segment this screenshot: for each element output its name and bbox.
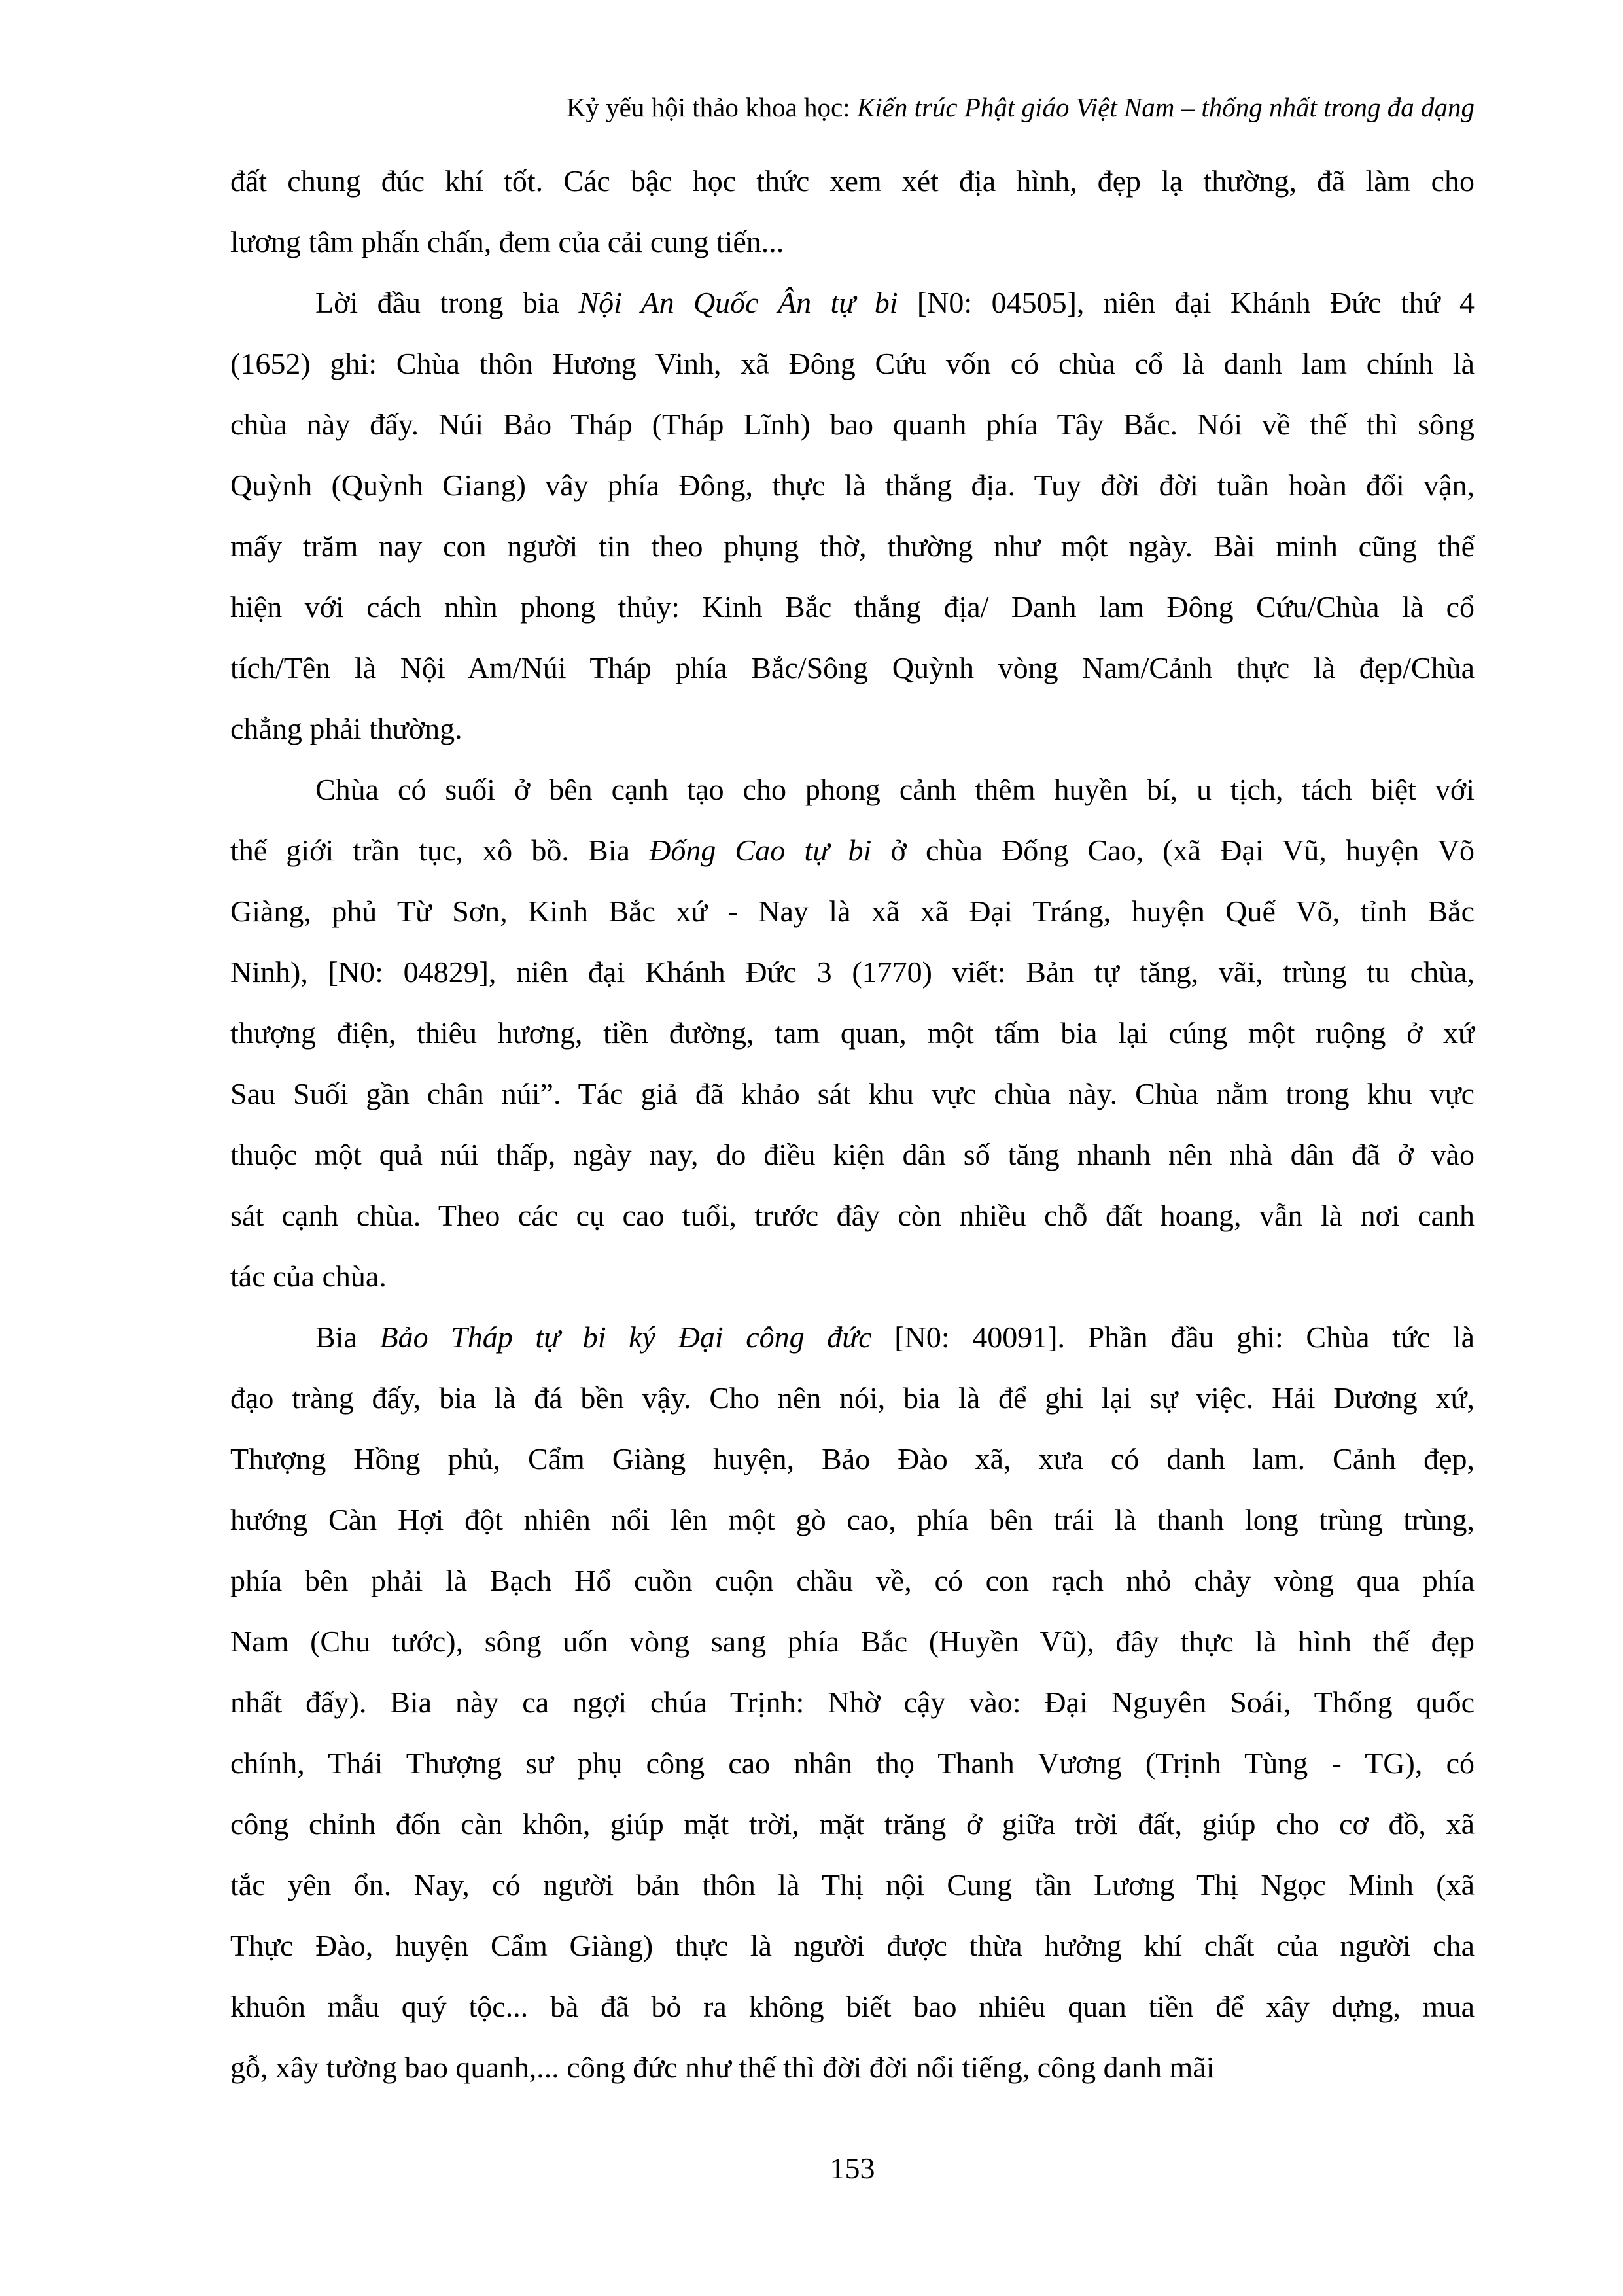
text-line — [230, 881, 1475, 942]
text-line — [230, 1611, 1475, 1672]
text-segment: tác của chùa. — [230, 1260, 387, 1293]
text-line — [230, 272, 1475, 333]
text-segment: chùa này đấy. Núi Bảo Tháp (Tháp Lĩnh) bao quanh phía Tây Bắc. Nói về thế thì sông — [230, 408, 1475, 441]
text-segment: chẳng phải thường. — [230, 712, 462, 745]
text-line — [230, 150, 1475, 211]
text-line — [230, 1854, 1475, 1915]
text-segment: Thực Đào, huyện Cẩm Giàng) thực là người được thừa hưởng khí chất của người cha — [230, 1929, 1475, 1962]
text-segment: phía bên phải là Bạch Hổ cuồn cuộn chầu về, có con rạch nhỏ chảy vòng qua phía — [230, 1564, 1475, 1597]
text-line — [230, 1002, 1475, 1063]
text-segment: Lời đầu trong bia — [315, 286, 579, 319]
stele-title-italic: Đống Cao tự bi — [649, 834, 872, 867]
text-segment: gỗ, xây tường bao quanh,... công đức như thế thì đời đời nổi tiếng, công danh mãi — [230, 2051, 1215, 2084]
running-header — [230, 90, 1475, 124]
text-line — [230, 1672, 1475, 1733]
text-segment: Thượng Hồng phủ, Cẩm Giàng huyện, Bảo Đào xã, xưa có danh lam. Cảnh đẹp, — [230, 1442, 1475, 1475]
text-line — [230, 333, 1475, 394]
text-segment: Ninh), [N0: 04829], niên đại Khánh Đức 3 (1770) viết: Bản tự tăng, vãi, trùng tu chùa, — [230, 955, 1475, 989]
text-line — [230, 516, 1475, 576]
text-line — [230, 1063, 1475, 1124]
text-line — [230, 1246, 1475, 1307]
text-segment: tắc yên ổn. Nay, có người bản thôn là Thị nội Cung tần Lương Thị Ngọc Minh (xã — [230, 1868, 1475, 1901]
text-line — [230, 820, 1475, 881]
text-line — [230, 1733, 1475, 1793]
text-segment: đạo tràng đấy, bia là đá bền vậy. Cho nên nói, bia là để ghi lại sự việc. Hải Dương xứ, — [230, 1381, 1475, 1415]
text-segment: sát cạnh chùa. Theo các cụ cao tuổi, trước đây còn nhiều chỗ đất hoang, vẫn là nơi canh — [230, 1199, 1475, 1232]
text-segment: mấy trăm nay con người tin theo phụng thờ, thường như một ngày. Bài minh cũng thể — [230, 529, 1475, 563]
text-segment: tích/Tên là Nội Am/Núi Tháp phía Bắc/Sông Quỳnh vòng Nam/Cảnh thực là đẹp/Chùa — [230, 651, 1475, 684]
text-segment: thượng điện, thiêu hương, tiền đường, tam quan, một tấm bia lại cúng một ruộng ở xứ — [230, 1016, 1475, 1050]
text-segment: lương tâm phấn chấn, đem của cải cung tiến... — [230, 225, 784, 258]
text-segment: khuôn mẫu quý tộc... bà đã bỏ ra không biết bao nhiêu quan tiền để xây dựng, mua — [230, 1990, 1475, 2023]
text-segment: đất chung đúc khí tốt. Các bậc học thức xem xét địa hình, đẹp lạ thường, đã làm cho — [230, 164, 1475, 198]
text-line — [230, 1489, 1475, 1550]
text-segment: công chỉnh đốn càn khôn, giúp mặt trời, mặt trăng ở giữa trời đất, giúp cho cơ đồ, xã — [230, 1807, 1475, 1841]
text-line — [230, 1185, 1475, 1246]
text-line — [230, 1976, 1475, 2037]
text-line — [230, 394, 1475, 455]
text-segment: [N0: 04505], niên đại Khánh Đức thứ 4 — [898, 286, 1475, 319]
text-segment: Quỳnh (Quỳnh Giang) vây phía Đông, thực là thắng địa. Tuy đời đời tuần hoàn đổi vận, — [230, 468, 1475, 502]
body-text — [230, 150, 1475, 2098]
header-title-italic: Kiến trúc Phật giáo Việt Nam – thống nhất trong đa dạng — [856, 92, 1475, 122]
text-segment: ở chùa Đống Cao, (xã Đại Vũ, huyện Võ — [871, 834, 1475, 867]
text-segment: Nam (Chu tước), sông uốn vòng sang phía Bắc (Huyền Vũ), đây thực là hình thế đẹp — [230, 1625, 1475, 1658]
text-segment: Chùa có suối ở bên cạnh tạo cho phong cảnh thêm huyền bí, u tịch, tách biệt với — [315, 773, 1475, 806]
text-segment: [N0: 40091]. Phần đầu ghi: Chùa tức là — [871, 1320, 1475, 1354]
text-line — [230, 1793, 1475, 1854]
text-segment: chính, Thái Thượng sư phụ công cao nhân thọ Thanh Vương (Trịnh Tùng - TG), có — [230, 1746, 1475, 1780]
text-line — [230, 1915, 1475, 1976]
text-line — [230, 942, 1475, 1002]
stele-title-italic: Nội An Quốc Ân tự bi — [578, 286, 898, 319]
header-prefix: Kỷ yếu hội thảo khoa học: — [566, 92, 857, 122]
text-segment: (1652) ghi: Chùa thôn Hương Vinh, xã Đông Cứu vốn có chùa cổ là danh lam chính là — [230, 347, 1475, 380]
text-line — [230, 698, 1475, 759]
text-segment: hướng Càn Hợi đột nhiên nổi lên một gò cao, phía bên trái là thanh long trùng trùng, — [230, 1503, 1475, 1536]
text-line — [230, 637, 1475, 698]
text-line — [230, 2037, 1475, 2098]
text-segment: thuộc một quả núi thấp, ngày nay, do điều kiện dân số tăng nhanh nên nhà dân đã ở vào — [230, 1138, 1475, 1171]
page-number: 153 — [829, 2151, 875, 2185]
text-line — [230, 1307, 1475, 1368]
text-line — [230, 759, 1475, 820]
text-line — [230, 1124, 1475, 1185]
text-line — [230, 1368, 1475, 1428]
stele-title-italic: Bảo Tháp tự bi ký Đại công đức — [379, 1320, 872, 1354]
text-segment: nhất đấy). Bia này ca ngợi chúa Trịnh: Nhờ cậy vào: Đại Nguyên Soái, Thống quốc — [230, 1686, 1475, 1719]
text-segment: hiện với cách nhìn phong thủy: Kinh Bắc thắng địa/ Danh lam Đông Cứu/Chùa là cổ — [230, 590, 1475, 624]
text-segment: Giàng, phủ Từ Sơn, Kinh Bắc xứ - Nay là xã xã Đại Tráng, huyện Quế Võ, tỉnh Bắc — [230, 894, 1475, 928]
text-segment: Bia — [315, 1320, 380, 1354]
text-line — [230, 455, 1475, 516]
text-line — [230, 1428, 1475, 1489]
text-line — [230, 1550, 1475, 1611]
text-segment: thế giới trần tục, xô bồ. Bia — [230, 834, 650, 867]
text-line — [230, 576, 1475, 637]
text-line — [230, 211, 1475, 272]
text-segment: Sau Suối gần chân núi”. Tác giả đã khảo sát khu vực chùa này. Chùa nằm trong khu vực — [230, 1077, 1475, 1110]
